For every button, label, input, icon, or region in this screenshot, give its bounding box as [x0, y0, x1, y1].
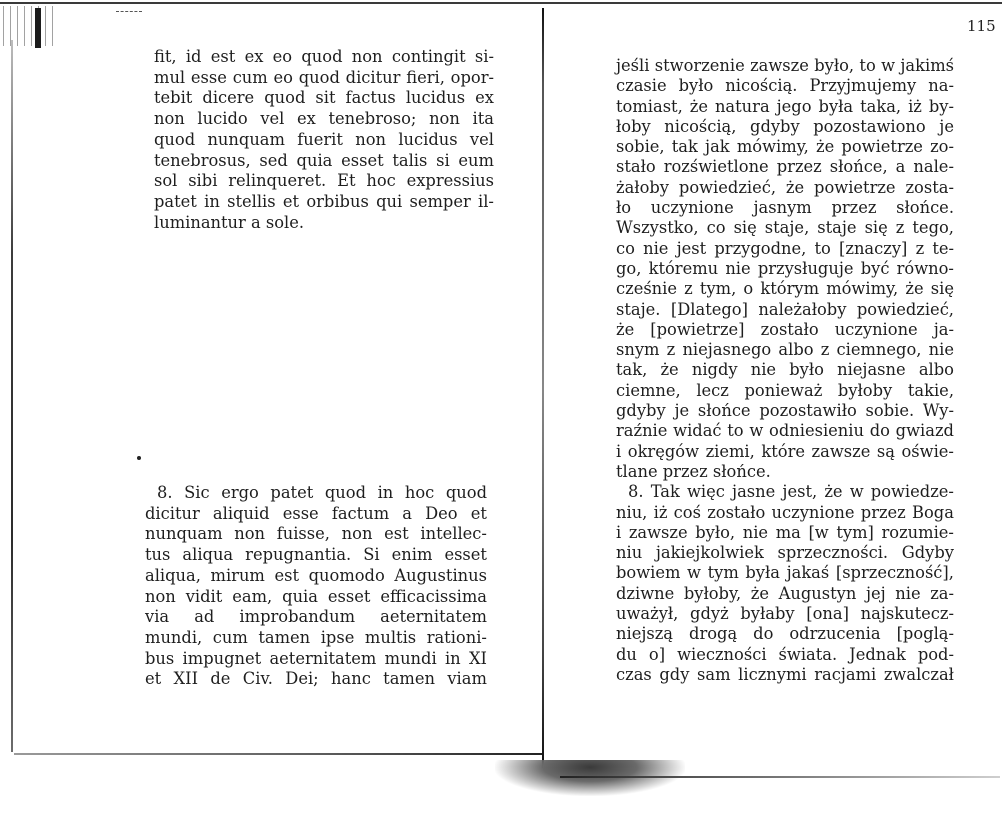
text-line: tenebrosus, sed quia esset talis si eum: [154, 150, 494, 170]
text-line: patet in stellis et orbibus qui semper il-: [154, 191, 494, 211]
text-line: luminantur a sole.: [154, 212, 305, 232]
text-line: gdyby je słońce pozostawiło sobie. Wy-: [616, 401, 954, 421]
text-line: uważył, gdyż byłaby [ona] najskutecz-: [616, 604, 954, 624]
text-line: snym z niejasnego albo z ciemnego, nie: [616, 340, 954, 360]
text-line: sobie, tak jak mówimy, że powietrze zo-: [616, 137, 954, 157]
text-line: mundi, cum tamen ipse multis rationi-: [145, 627, 487, 647]
latin-paragraph-2: [145, 483, 487, 690]
text-line: tlane przez słońce.: [616, 461, 771, 481]
text-line: et XII de Civ. Dei; hanc tamen viam: [145, 669, 487, 689]
text-line: ło uczynione jasnym przez słońce.: [616, 198, 954, 218]
text-line: i okręgów ziemi, które zawsze są oświe-: [616, 441, 954, 461]
text-line: aliqua, mirum est quomodo Augustinus: [145, 565, 487, 585]
text-line: du o] wieczności świata. Jednak pod-: [616, 644, 954, 664]
text-line: quod nunquam fuerit non lucidus vel: [154, 129, 494, 149]
text-line: 8. Sic ergo patet quod in hoc quod: [157, 483, 487, 502]
text-line: żałoby powiedzieć, że powietrze zosta-: [616, 177, 954, 197]
text-line: sol sibi relinqueret. Et hoc expressius: [154, 171, 494, 191]
text-line: co nie jest przygodne, to [znaczy] z te-: [616, 238, 954, 258]
text-line: staje. [Dlatego] należałoby powiedzieć,: [616, 299, 954, 319]
text-line: tomiast, że natura jego była taka, iż by-: [616, 96, 954, 116]
text-line: niu jakiejkolwiek sprzeczności. Gdyby: [616, 543, 954, 563]
page-number: 115: [967, 17, 996, 35]
text-line: non lucido vel ex tenebroso; non ita: [154, 109, 494, 129]
text-line: bowiem w tym była jakaś [sprzeczność],: [616, 563, 954, 583]
text-line: mul esse cum eo quod dicitur fieri, opor-: [154, 67, 494, 87]
text-line: nunquam non fuisse, non est intellec-: [145, 524, 487, 544]
text-line: tebit dicere quod sit factus lucidus ex: [154, 88, 494, 108]
text-line: via ad improbandum aeternitatem: [145, 607, 487, 627]
text-line: bus impugnet aeternitatem mundi in XI: [145, 648, 487, 668]
text-line: non vidit eam, quia esset efficacissima: [145, 586, 487, 606]
text-line: raźnie widać to w odniesieniu do gwiazd: [616, 421, 954, 441]
text-line: niejszą drogą do odrzucenia [poglą-: [616, 624, 954, 644]
text-line: tak, że nigdy nie było niejasne albo: [616, 360, 954, 380]
text-line: fit, id est ex eo quod non contingit si-: [154, 47, 494, 66]
text-line: cześnie z tym, o którym mówimy, że się: [616, 279, 954, 299]
text-line: tus aliqua repugnantia. Si enim esset: [145, 545, 487, 565]
text-line: niu, iż coś zostało uczynione przez Boga: [616, 502, 954, 522]
text-line: ciemne, lecz ponieważ byłoby takie,: [616, 380, 954, 400]
text-line: łoby nicością, gdyby pozostawiono je: [616, 116, 954, 136]
text-line: Wszystko, co się staje, staje się z tego,: [616, 218, 954, 238]
text-line: go, któremu nie przysługuje być równo-: [616, 258, 954, 278]
text-line: jeśli stworzenie zawsze było, to w jakimś: [616, 56, 954, 75]
latin-paragraph-1: [154, 47, 494, 233]
text-line: stało rozświetlone przez słońce, a nale-: [616, 157, 954, 177]
text-line: czasie było nicością. Przyjmujemy na-: [616, 76, 954, 96]
text-line: dziwne byłoby, że Augustyn jej nie za-: [616, 583, 954, 603]
text-line: i zawsze było, nie ma [w tym] rozumie-: [616, 522, 954, 542]
text-line: dicitur aliquid esse factum a Deo et: [145, 503, 487, 523]
text-line: że [powietrze] zostało uczynione ja-: [616, 319, 954, 339]
text-line: 8. Tak więc jasne jest, że w powiedze-: [628, 482, 954, 502]
polish-translation: [616, 56, 954, 685]
text-line: czas gdy sam licznymi racjami zwalczał: [616, 664, 954, 684]
